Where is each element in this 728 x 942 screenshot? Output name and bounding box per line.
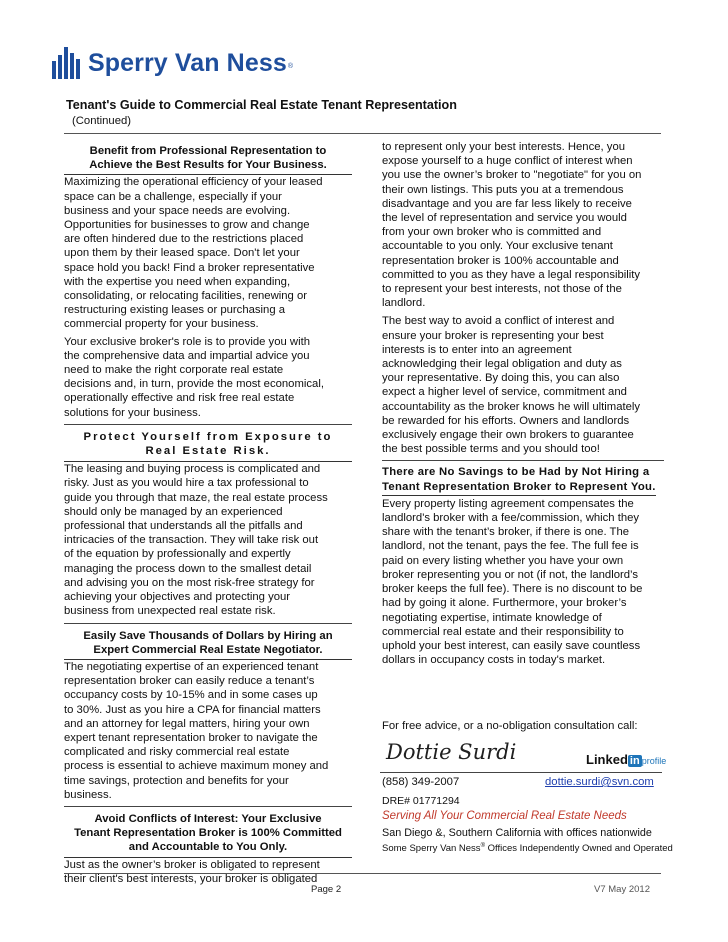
text-line: achieving your objectives and protecting your	[64, 591, 291, 604]
text-line: occupancy costs by 10-15% and in some cases up	[64, 689, 318, 702]
text-line: committed to you as they have a legal responsibility	[382, 268, 641, 281]
text-line: paid on every listing whether you have your own	[382, 554, 624, 567]
heading-line: Avoid Conflicts of Interest: Your Exclusive	[94, 812, 322, 825]
paragraph	[382, 140, 664, 310]
text-line: The best way to avoid a conflict of interest and	[382, 315, 615, 328]
registered-mark: ®	[480, 843, 485, 849]
text-line: The negotiating expertise of an experienced tenant	[64, 660, 319, 673]
disclaimer-text: Offices Independently Owned and Operated	[484, 843, 673, 855]
dre-number: DRE# 01771294	[382, 795, 460, 807]
text-line: to represent your best interests, not those of the	[382, 283, 622, 296]
text-line: expect a higher level of service, commitment and	[382, 386, 627, 399]
section-heading-no-savings	[382, 461, 664, 496]
page-number: Page 2	[311, 884, 342, 895]
heading-line: Tenant Representation Broker to Represent You.	[382, 480, 656, 496]
text-line: landlord, not the tenant, pays the fee. The full fee is	[382, 540, 639, 553]
paragraph	[64, 335, 352, 420]
text-line: Every property listing agreement compensates the	[382, 497, 634, 510]
text-line: managing the process down to the smallest detail	[64, 562, 312, 575]
text-line: operationally effective and risk free real estate	[64, 392, 295, 405]
text-line: consolidating, or relocating facilities, renewing or	[64, 290, 308, 303]
heading-line: Real Estate Risk.	[145, 445, 271, 458]
text-line: upon them by their leased space. Don't let your	[64, 247, 300, 260]
paragraph	[64, 175, 352, 331]
text-line: business from unexpected real estate risk.	[64, 605, 276, 618]
header-rule	[64, 133, 661, 134]
text-line: space can be a challenge, especially if your	[64, 190, 282, 203]
disclaimer	[382, 843, 673, 854]
text-line: with the expertise you need when expanding,	[64, 275, 291, 288]
text-line: their client's best interests, your broker is obligated	[64, 872, 318, 885]
email-link[interactable]: dottie.surdi@svn.com	[545, 776, 654, 788]
text-line: your representative. By doing this, you can also	[382, 372, 620, 385]
version-label: V7 May 2012	[594, 884, 650, 895]
text-line: Maximizing the operational efficiency of your leased	[64, 176, 323, 189]
text-line: ensure your broker is representing your best	[382, 329, 604, 342]
text-line: complicated and risky commercial real estate	[64, 746, 290, 759]
text-line: business and your space needs are evolving.	[64, 204, 291, 217]
paragraph	[64, 858, 352, 886]
text-line: should only be managed by an experienced	[64, 505, 283, 518]
text-line: acknowledging their legal obligation and duty as	[382, 358, 622, 371]
text-line: The leasing and buying process is complicated and	[64, 463, 321, 476]
text-line: solutions for your business.	[64, 406, 201, 419]
document-title: Tenant's Guide to Commercial Real Estate Tenant Representation	[66, 98, 457, 112]
document-subtitle: (Continued)	[72, 115, 132, 127]
text-line: decisions and, in turn, provide the most economical,	[64, 378, 324, 391]
right-column	[382, 140, 664, 667]
text-line: share with the tenant’s broker, if there is one. The	[382, 526, 630, 539]
contact-rule	[380, 772, 662, 773]
text-line: expose yourself to a huge conflict of interest when	[382, 155, 633, 168]
paragraph	[64, 660, 352, 802]
contact-cta: For free advice, or a no-obligation consultation call:	[382, 720, 638, 732]
linkedin-profile-label: profile	[641, 756, 667, 766]
linkedin-icon: in	[629, 755, 640, 767]
text-line: uphold your best interest, can easily save countless	[382, 639, 641, 652]
text-line: broker keeps the full fee). There is no discount to be	[382, 583, 643, 596]
text-line: space hold you back! Find a broker representative	[64, 261, 315, 274]
text-line: intricacies of the transaction. They will take risk out	[64, 534, 319, 547]
heading-line: There are No Savings to be Had by Not Hiring a	[382, 466, 650, 479]
text-line: Your exclusive broker's role is to provide you with	[64, 335, 310, 348]
section-heading-risk	[64, 425, 352, 462]
section-heading-conflicts	[64, 807, 352, 858]
footer-rule	[64, 873, 661, 874]
text-line: time savings, protection and benefits for your	[64, 774, 289, 787]
linkedin-text: Linked	[586, 752, 628, 767]
text-line: be rewarded for his efforts. Owners and landlords	[382, 414, 630, 427]
text-line: restructuring existing leases or purchasing a	[64, 304, 286, 317]
section-heading-benefit	[64, 137, 352, 175]
text-line: disadvantage and you are far less likely to receive	[382, 197, 632, 210]
text-line: are often hindered due to the restrictions placed	[64, 233, 304, 246]
text-line: and advising you on the most risk-free strategy for	[64, 576, 315, 589]
text-line: representation broker can easily reduce a tenant’s	[64, 675, 315, 688]
text-line: the comprehensive data and impartial advice you	[64, 349, 310, 362]
text-line: process is essential to achieve maximum money and	[64, 760, 329, 773]
text-line: negotiating expertise, intimate knowledge of	[382, 611, 602, 624]
brand-logo: Sperry Van Ness®	[88, 49, 294, 77]
disclaimer-text: Some Sperry Van Ness	[382, 843, 481, 855]
heading-line: Benefit from Professional Representation to	[89, 145, 327, 157]
text-line: to represent only your best interests. Hence, you	[382, 141, 626, 153]
left-column	[64, 137, 352, 886]
text-line: Just as the owner’s broker is obligated to represent	[64, 858, 320, 871]
text-line: from your own broker who is committed and	[382, 226, 602, 239]
paragraph	[64, 462, 352, 618]
region-text: San Diego &, Southern California with offices nationwide	[382, 827, 652, 839]
signature-name: Dottie Surdi	[386, 740, 517, 764]
heading-line: Easily Save Thousands of Dollars by Hiring an	[83, 629, 333, 642]
heading-line: Tenant Representation Broker is 100% Committed	[74, 827, 342, 840]
text-line: professional that understands all the pitfalls and	[64, 520, 303, 533]
text-line: and an attorney for legal matters, hiring your own	[64, 717, 310, 730]
text-line: accountability as the broker knows he will ultimately	[382, 400, 641, 413]
text-line: the best possible terms and you should too!	[382, 443, 600, 456]
paragraph	[382, 314, 664, 456]
text-line: accountable to you only. Your exclusive tenant	[382, 240, 613, 253]
linkedin-profile-link[interactable]	[586, 752, 666, 767]
text-line: expert tenant representation broker to navigate the	[64, 731, 318, 744]
phone-number: (858) 349-2007	[382, 776, 460, 788]
slogan: Serving All Your Commercial Real Estate Needs	[382, 810, 627, 822]
text-line: of the equation by professionally and expertly	[64, 548, 291, 561]
svn-logo-mark-icon	[52, 47, 82, 79]
text-line: interests is to enter into an agreement	[382, 343, 572, 356]
heading-line: Expert Commercial Real Estate Negotiator.	[93, 643, 323, 656]
text-line: risky. Just as you would hire a tax professional to	[64, 477, 309, 490]
text-line: had by going it alone. Furthermore, your broker’s	[382, 597, 627, 610]
paragraph	[382, 497, 664, 667]
text-line: exclusively engage their own brokers to guarantee	[382, 429, 634, 442]
text-line: Opportunities for businesses to grow and change	[64, 219, 310, 232]
text-line: business.	[64, 788, 112, 801]
text-line: to 30%. Just as you hire a CPA for financial matters	[64, 703, 321, 716]
text-line: commercial property for your business.	[64, 318, 259, 331]
text-line: broker representing you or not (if not, the landlord’s	[382, 568, 639, 581]
text-line: the level of representation and service you would	[382, 212, 627, 225]
text-line: commercial real estate and their responsibility to	[382, 625, 624, 638]
text-line: landlord's broker with a fee/commission, which they	[382, 512, 640, 525]
heading-line: Protect Yourself from Exposure to	[83, 430, 333, 443]
text-line: you use the owner’s broker to "negotiate" for you on	[382, 169, 642, 182]
text-line: landlord.	[382, 297, 426, 310]
heading-line: and Accountable to You Only.	[128, 841, 288, 854]
text-line: representation broker is 100% accountable and	[382, 254, 619, 267]
text-line: need to make the right corporate real estate	[64, 364, 284, 377]
text-line: dollars in occupancy costs in today's market.	[382, 654, 606, 667]
heading-line: Achieve the Best Results for Your Business.	[89, 159, 327, 172]
text-line: their own listings. This puts you at a tremendous	[382, 183, 624, 196]
text-line: guide you through that maze, the real estate process	[64, 491, 328, 504]
section-heading-savings	[64, 624, 352, 660]
